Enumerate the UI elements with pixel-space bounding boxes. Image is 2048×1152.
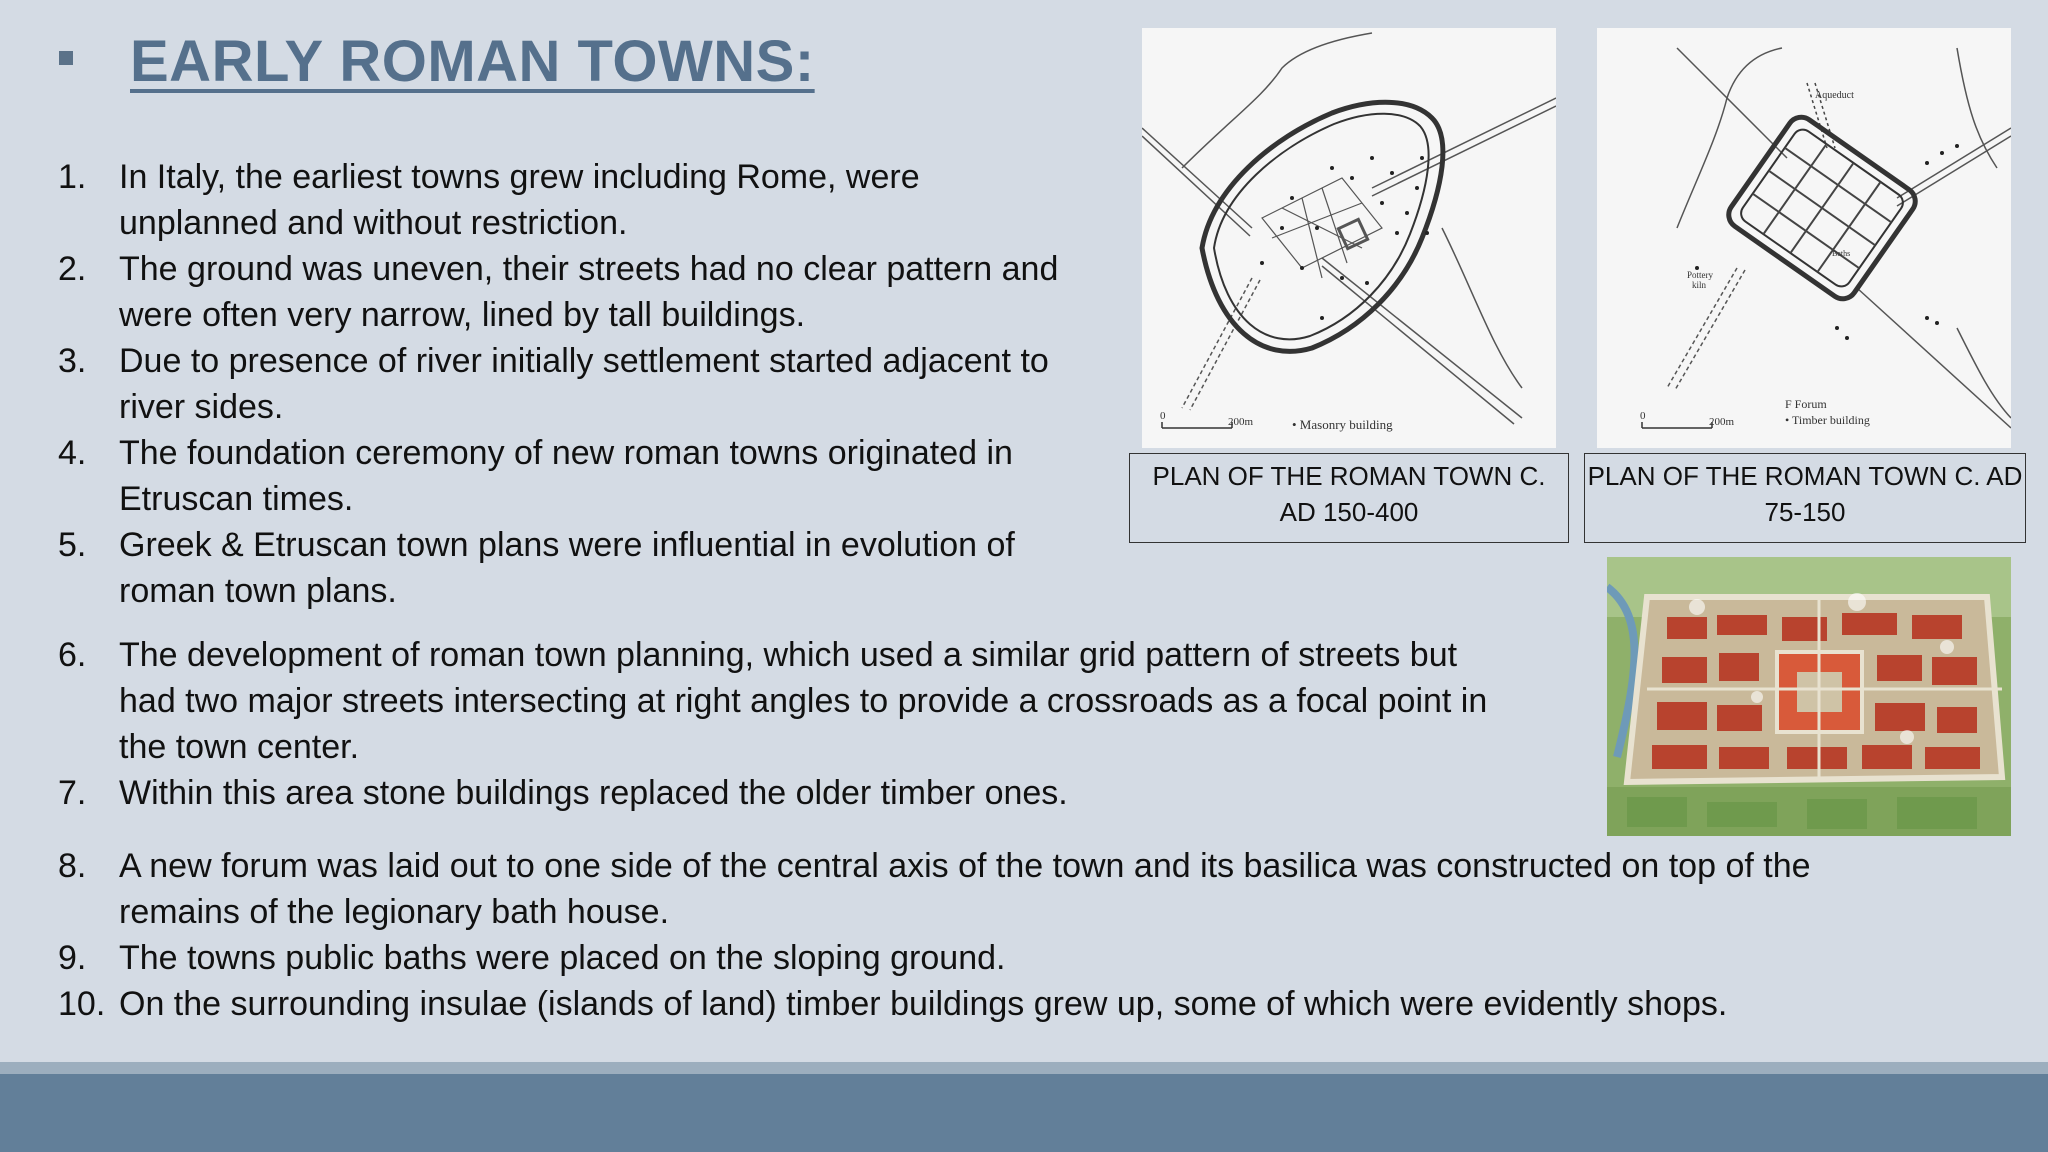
plan2-pottery-label: Pottery (1687, 270, 1713, 280)
plan1-scale-label: 200m (1228, 416, 1254, 428)
item-line: Etruscan times. (119, 480, 354, 518)
item-line: had two major streets intersecting at right angles to provide a crossroads as a focal point in (119, 682, 1488, 720)
title-bullet (59, 51, 73, 65)
aerial-town-drawing (1607, 557, 2011, 836)
plan2-aqueduct-label: Aqueduct (1815, 90, 1854, 101)
item-number: 8. (58, 847, 87, 885)
plan2-baths-label: Baths (1832, 249, 1851, 258)
plan2-scale-zero: 0 (1640, 410, 1646, 422)
item-line: Due to presence of river initially settlement started adjacent to (119, 342, 1049, 380)
aerial-town-illustration (1607, 557, 2011, 836)
town-plan-image-1 (1142, 28, 1556, 448)
item-line: Greek & Etruscan town plans were influential in evolution of (119, 526, 1015, 564)
town-plan-drawing-1 (1142, 28, 1556, 448)
slide-title: EARLY ROMAN TOWNS: (130, 29, 815, 94)
item-line: river sides. (119, 388, 284, 426)
plan2-legend-timber: • Timber building (1785, 413, 1870, 427)
item-line: roman town plans. (119, 572, 397, 610)
plan2-scale-label: 200m (1709, 416, 1735, 428)
town-plan-image-2 (1597, 28, 2011, 448)
caption-line: PLAN OF THE ROMAN TOWN C. AD (1587, 461, 2023, 491)
plan1-legend: • Masonry building (1292, 417, 1393, 432)
item-number: 10. (58, 985, 106, 1023)
plan2-caption (1584, 453, 2026, 543)
item-line: were often very narrow, lined by tall buildings. (119, 296, 806, 334)
item-number: 3. (58, 342, 87, 380)
item-line: the town center. (119, 728, 360, 766)
item-number: 6. (58, 636, 87, 674)
item-number: 9. (58, 939, 87, 977)
plan2-legend-forum: F Forum (1785, 397, 1827, 411)
item-line: On the surrounding insulae (islands of land) timber buildings grew up, some of which were evidently shops. (119, 985, 1728, 1023)
item-number: 2. (58, 250, 87, 288)
plan1-scale-zero: 0 (1160, 410, 1166, 422)
item-line: remains of the legionary bath house. (119, 893, 670, 931)
caption-line: PLAN OF THE ROMAN TOWN C. (1152, 461, 1546, 491)
item-number: 1. (58, 158, 87, 196)
item-line: The development of roman town planning, which used a similar grid pattern of streets but (119, 636, 1458, 674)
footer-stripe (0, 1062, 2048, 1074)
item-number: 5. (58, 526, 87, 564)
caption-line: AD 150-400 (1279, 497, 1419, 527)
item-line: In Italy, the earliest towns grew including Rome, were (119, 158, 920, 196)
item-line: The foundation ceremony of new roman towns originated in (119, 434, 1013, 472)
item-line: unplanned and without restriction. (119, 204, 628, 242)
footer-bar (0, 1074, 2048, 1152)
item-number: 4. (58, 434, 87, 472)
item-number: 7. (58, 774, 87, 812)
caption-line: 75-150 (1764, 497, 1846, 527)
town-plan-drawing-2 (1597, 28, 2011, 448)
plan2-kiln-label: kiln (1692, 280, 1707, 290)
plan1-caption (1129, 453, 1569, 543)
item-line: A new forum was laid out to one side of the central axis of the town and its basilica was constructed on top of the (119, 847, 1811, 885)
item-line: The towns public baths were placed on the sloping ground. (119, 939, 1006, 977)
item-line: Within this area stone buildings replaced the older timber ones. (119, 774, 1068, 812)
item-line: The ground was uneven, their streets had no clear pattern and (119, 250, 1059, 288)
